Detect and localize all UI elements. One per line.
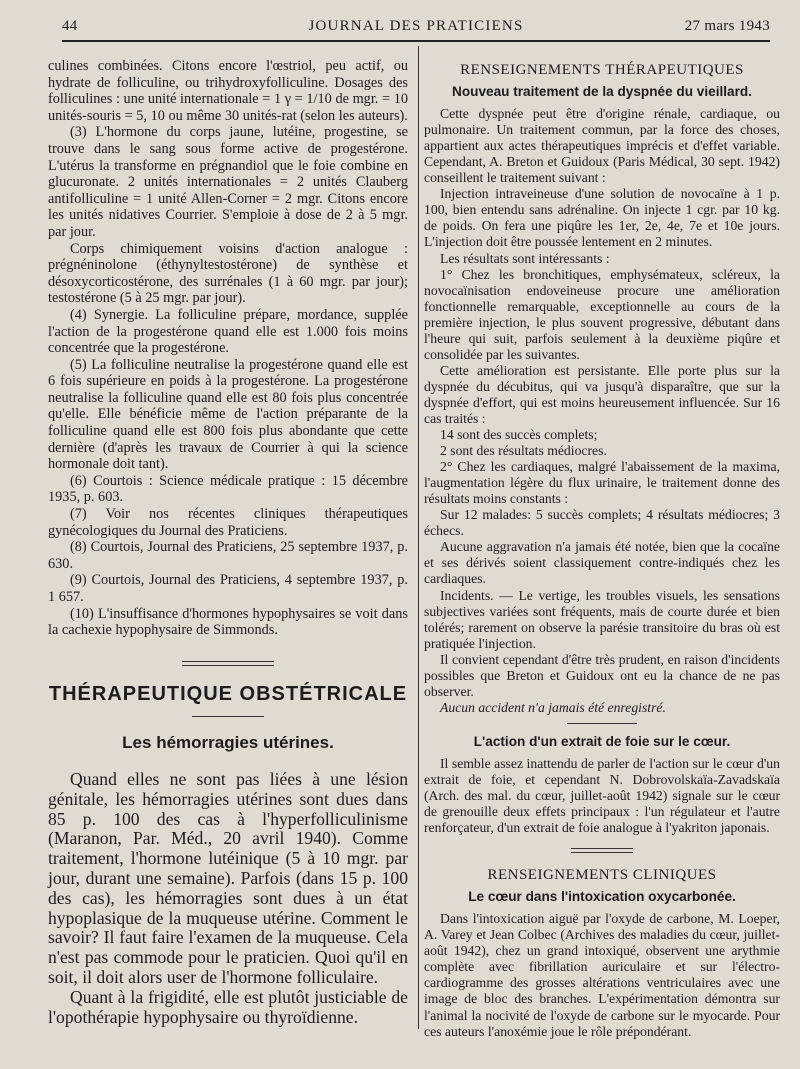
article-paragraph: Quant à la frigidité, elle est plutôt justiciable de l'opothérapie hypophysaire ou thyroïdienne.: [48, 986, 408, 1027]
footnote-4: (4) Synergie. La folliculine prépare, mordance, supplée l'action de la progestérone quand elle est 1.000 fois moins concentrée que la progestérone.: [48, 306, 408, 357]
section-heading: RENSEIGNEMENTS CLINIQUES: [487, 867, 717, 884]
header-rule: [62, 40, 770, 42]
article-paragraph: Il convient cependant d'être très prudent, en raison d'incidents possibles que Breton et Guidoux ont eu la chance de ne pas observer.: [424, 651, 780, 699]
article-title: L'action d'un extrait de foie sur le cœur.: [473, 733, 731, 749]
page-number: 44: [62, 18, 78, 34]
column-divider: [418, 46, 419, 1029]
footnote-10: (10) L'insuffisance d'hormones hypophysaires se voit dans la cachexie hypophysaire de Simmonds.: [48, 605, 408, 639]
left-column: [48, 58, 408, 1027]
article-title: Les hémorragies utérines.: [122, 733, 334, 753]
section-separator: [182, 661, 274, 666]
article-paragraph: Cette dyspnée peut être d'origine rénale, cardiaque, ou pulmonaire. Un traitement commun, par la force des choses, appartient aux actes thérapeutiques imprécis et d'effet variable. Cependant, A. Breton et Guidoux (Paris Médical, 30 sept. 1942) conseillent le traitement suivant :: [424, 106, 780, 186]
article-paragraph: Il semble assez inattendu de parler de l'action sur le cœur d'un extrait de foie, et cependant N. Dobrovolskaïa-Zavadskaïa (Arch. des mal. du cœur, juillet-août 1942) signale sur le cœur de grenouille deux effets principaux : l'un régulateur et l'autre renforçateur, d'un extrait de foie analogue à l'yakriton japonais.: [424, 755, 780, 836]
article-title: Nouveau traitement de la dyspnée du vieillard.: [452, 84, 752, 100]
article-paragraph: Injection intraveineuse d'une solution de novocaïne à 1 p. 100, bien entendu sans adrénaline. On injecte 1 cgr. par 10 kg. de poids. On fera une piqûre les 1er, 2e, 4e, 7e et 10e jours. L'injection doit être poussée lentement en 2 minutes.: [424, 186, 780, 250]
running-header: [62, 14, 770, 38]
footnote-8: (8) Courtois, Journal des Praticiens, 25 septembre 1937, p. 630.: [48, 539, 408, 572]
section-heading: RENSEIGNEMENTS THÉRAPEUTIQUES: [460, 62, 744, 78]
footnote-7: (7) Voir nos récentes cliniques thérapeutiques gynécologiques du Journal des Praticiens.: [48, 506, 408, 539]
footnote-5: (5) La folliculine neutralise la progestérone quand elle est 6 fois supérieure en poids à la progestérone. La progestérone neutralise la folliculine quand elle est 80 fois plus concentrée qu'elle. Elle bénéficie même de l'action préparante de la folliculine quand elle est 800 fois plus abondante que cette dernière (d'après les travaux de Courrier à qui la science hormonale doit tant).: [48, 356, 408, 473]
article-paragraph: Les résultats sont intéressants :: [440, 250, 610, 266]
section-title: THÉRAPEUTIQUE OBSTÉTRICALE: [48, 682, 408, 705]
article-paragraph: Aucune aggravation n'a jamais été notée, bien que la cocaïne et ses dérivés soient classiquement contre-indiqués chez les cardiaques.: [424, 539, 780, 587]
right-column: [424, 62, 780, 1040]
result-line: 2 sont des résultats médiocres.: [440, 443, 607, 459]
article-title: Le cœur dans l'intoxication oxycarbonée.: [468, 889, 736, 905]
footnote-9: (9) Courtois, Journal des Praticiens, 4 septembre 1937, p. 1 657.: [48, 572, 408, 605]
title-rule: [192, 716, 264, 717]
article-separator: [567, 723, 637, 724]
issue-date: 27 mars 1943: [684, 18, 770, 34]
article-paragraph: Dans l'intoxication aiguë par l'oxyde de carbone, M. Loeper, A. Varey et Jean Colbec (Archives des maladies du cœur, juillet-août 1942), chez un grand intoxiqué, observent une arythmie complète avec fibrillation auriculaire et sur l'électro-cardiogramme des grosses altérations ventriculaires avec une image de bloc des branches. L'expérimentation démontra sur l'animal la nocivité de l'oxyde de carbone sur le myocarde. Pour ces auteurs l'anoxémie joue le rôle prépondérant.: [424, 911, 780, 1039]
footnote-3-continued: Corps chimiquement voisins d'action analogue : prégnéninolone (éthynyltestostérone) de synthèse et désoxycorticostérone, des surrénales (1 à 60 mgr. par jour); testostérone (5 à 25 mgr. par jour).: [48, 240, 408, 307]
article-paragraph: Incidents. — Le vertige, les troubles visuels, les sensations subjectives variées sont fréquents, mais de courte durée et bien tolérés; rarement on observe la parésie transitoire du bras où est pratiquée l'injection.: [424, 587, 780, 651]
journal-title: JOURNAL DES PRATICIENS: [308, 18, 524, 34]
footnote-paragraph: culines combinées. Citons encore l'œstriol, peu actif, ou hydrate de folliculine, ou trihydroxyfolliculine. Dosages des folliculines : une unité internationale = 1 γ = 1/10 de mgr. = 10 unités-souris = 5, 10 ou même 30 unités-rat (selon les auteurs).: [48, 58, 408, 124]
section-separator: [571, 848, 633, 853]
article-paragraph: 1° Chez les bronchitiques, emphysémateux, scléreux, la novocaïnisation endoveineuse procure une amélioration fonctionnelle remarquable, exceptionnelle au cours de la première injection, le plus souvent progressive, débutant dans l'heure qui suit, parfois seulement à la deuxième piqûre et consolidée par les suivantes.: [424, 266, 780, 362]
footnote-6: (6) Courtois : Science médicale pratique : 15 décembre 1935, p. 603.: [48, 472, 408, 506]
result-line: 14 sont des succès complets;: [440, 427, 598, 443]
article-paragraph: Sur 12 malades: 5 succès complets; 4 résultats médiocres; 3 échecs.: [424, 507, 780, 539]
article-paragraph: Aucun accident n'a jamais été enregistré.: [440, 699, 666, 715]
article-paragraph: 2° Chez les cardiaques, malgré l'abaissement de la maxima, l'augmentation légère du flux urinaire, le traitement donne des résultats moins constants :: [424, 459, 780, 507]
article-paragraph: Cette amélioration est persistante. Elle porte plus sur la dyspnée du décubitus, qui va jusqu'à disparaître, que sur la dyspnée d'effort, qui est moins heureusement influencée. Sur 16 cas traités :: [424, 362, 780, 426]
article-paragraph: Quand elles ne sont pas liées à une lésion génitale, les hémorragies utérines sont dues dans 85 p. 100 des cas à l'hyperfolliculinisme (Maranon, Par. Méd., 20 avril 1940). Comme traitement, l'hormone lutéinique (5 à 10 mgr. par jour, durant une semaine). Parfois (dans 15 p. 100 des cas), les hémorragies sont dues à un état hypoplasique de la muqueuse utérine. Comment le savoir? Il faut faire l'examen de la muqueuse. Cela n'est pas commode pour le praticien. Quoi qu'il en soit, il doit alors user de l'hormone folliculaire.: [48, 768, 408, 987]
footnote-3: (3) L'hormone du corps jaune, lutéine, progestine, se trouve dans le sang sous forme active de progestérone. L'utérus la transforme en prégnandiol que le foie combine en glucuronate. 2 unités internationales = 2 unités Clauberg antifolliculine = 1 unité Allen-Corner = 2 mgr. Citons encore les unités nidatives Courrier. S'emploie à dose de 2 à 5 mgr. par jour.: [48, 124, 408, 240]
